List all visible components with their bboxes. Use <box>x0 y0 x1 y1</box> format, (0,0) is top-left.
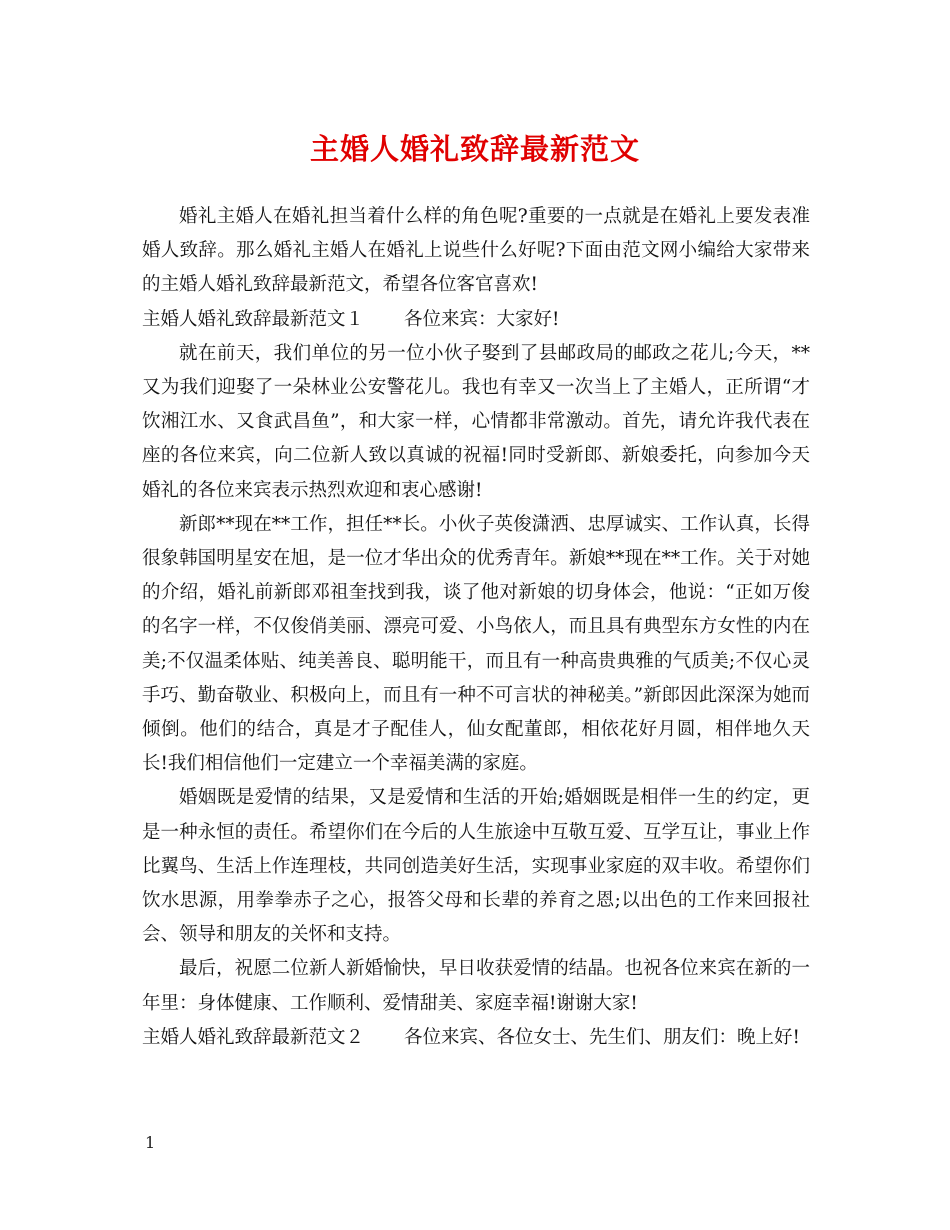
section-1-greeting: 各位来宾：大家好! <box>404 308 560 330</box>
document-title: 主婚人婚礼致辞最新范文 <box>309 132 640 166</box>
section-2-greeting: 各位来宾、各位女士、先生们、朋友们：晚上好! <box>404 1026 800 1048</box>
section-1-heading: 主婚人婚礼致辞最新范文１ <box>142 308 365 330</box>
body-paragraph-3: 婚姻既是爱情的结果，又是爱情和生活的开始;婚姻既是相伴一生的约定，更是一种永恒的责任。希望你们在今后的人生旅途中互敬互爱、互学互让，事业上作比翼鸟、生活上作连理枝，共同创造美好生活，实现事业家庭的双丰收。希望你们饮水思源，用拳拳赤子之心，报答父母和长辈的养育之恩;以出色的工作来回报社会、领导和朋友的关怀和支持。 <box>142 787 810 946</box>
section-2-heading-line <box>142 1021 810 1055</box>
page-number: 1 <box>145 1133 156 1152</box>
body-paragraph-4: 最后，祝愿二位新人新婚愉快，早日收获爱情的结晶。也祝各位来宾在新的一年里：身体健康、工作顺利、爱情甜美、家庭幸福!谢谢大家! <box>142 958 810 1014</box>
body-paragraph-2: 新郎**现在**工作，担任**长。小伙子英俊潇洒、忠厚诚实、工作认真，长得很象韩国明星安在旭，是一位才华出众的优秀青年。新娘**现在**工作。关于对她的介绍，婚礼前新郎邓祖奎找到我，谈了他对新娘的切身体会，他说：“正如万俊的名字一样，不仅俊俏美丽、漂亮可爱、小鸟依人，而且具有典型东方女性的内在美;不仅温柔体贴、纯美善良、聪明能干，而且有一种高贵典雅的气质美;不仅心灵手巧、勤奋敬业、积极向上，而且有一种不可言状的神秘美。”新郎因此深深为她而倾倒。他们的结合，真是才子配佳人，仙女配董郎，相依花好月圆，相伴地久天长!我们相信他们一定建立一个幸福美满的家庭。 <box>142 513 810 775</box>
intro-paragraph: 婚礼主婚人在婚礼担当着什么样的角色呢?重要的一点就是在婚礼上要发表准婚人致辞。那么婚礼主婚人在婚礼上说些什么好呢?下面由范文网小编给大家带来的主婚人婚礼致辞最新范文，希望各位客官喜欢! <box>142 206 810 296</box>
section-1-heading-line <box>142 303 810 337</box>
body-paragraph-1: 就在前天，我们单位的另一位小伙子娶到了县邮政局的邮政之花儿;今天，**又为我们迎娶了一朵林业公安警花儿。我也有幸又一次当上了主婚人，正所谓“才饮湘江水、又食武昌鱼”，和大家一样，心情都非常激动。首先，请允许我代表在座的各位来宾，向二位新人致以真诚的祝福!同时受新郎、新娘委托，向参加今天婚礼的各位来宾表示热烈欢迎和衷心感谢! <box>142 342 810 501</box>
section-2-heading: 主婚人婚礼致辞最新范文２ <box>142 1026 365 1048</box>
document-body <box>142 200 810 1055</box>
